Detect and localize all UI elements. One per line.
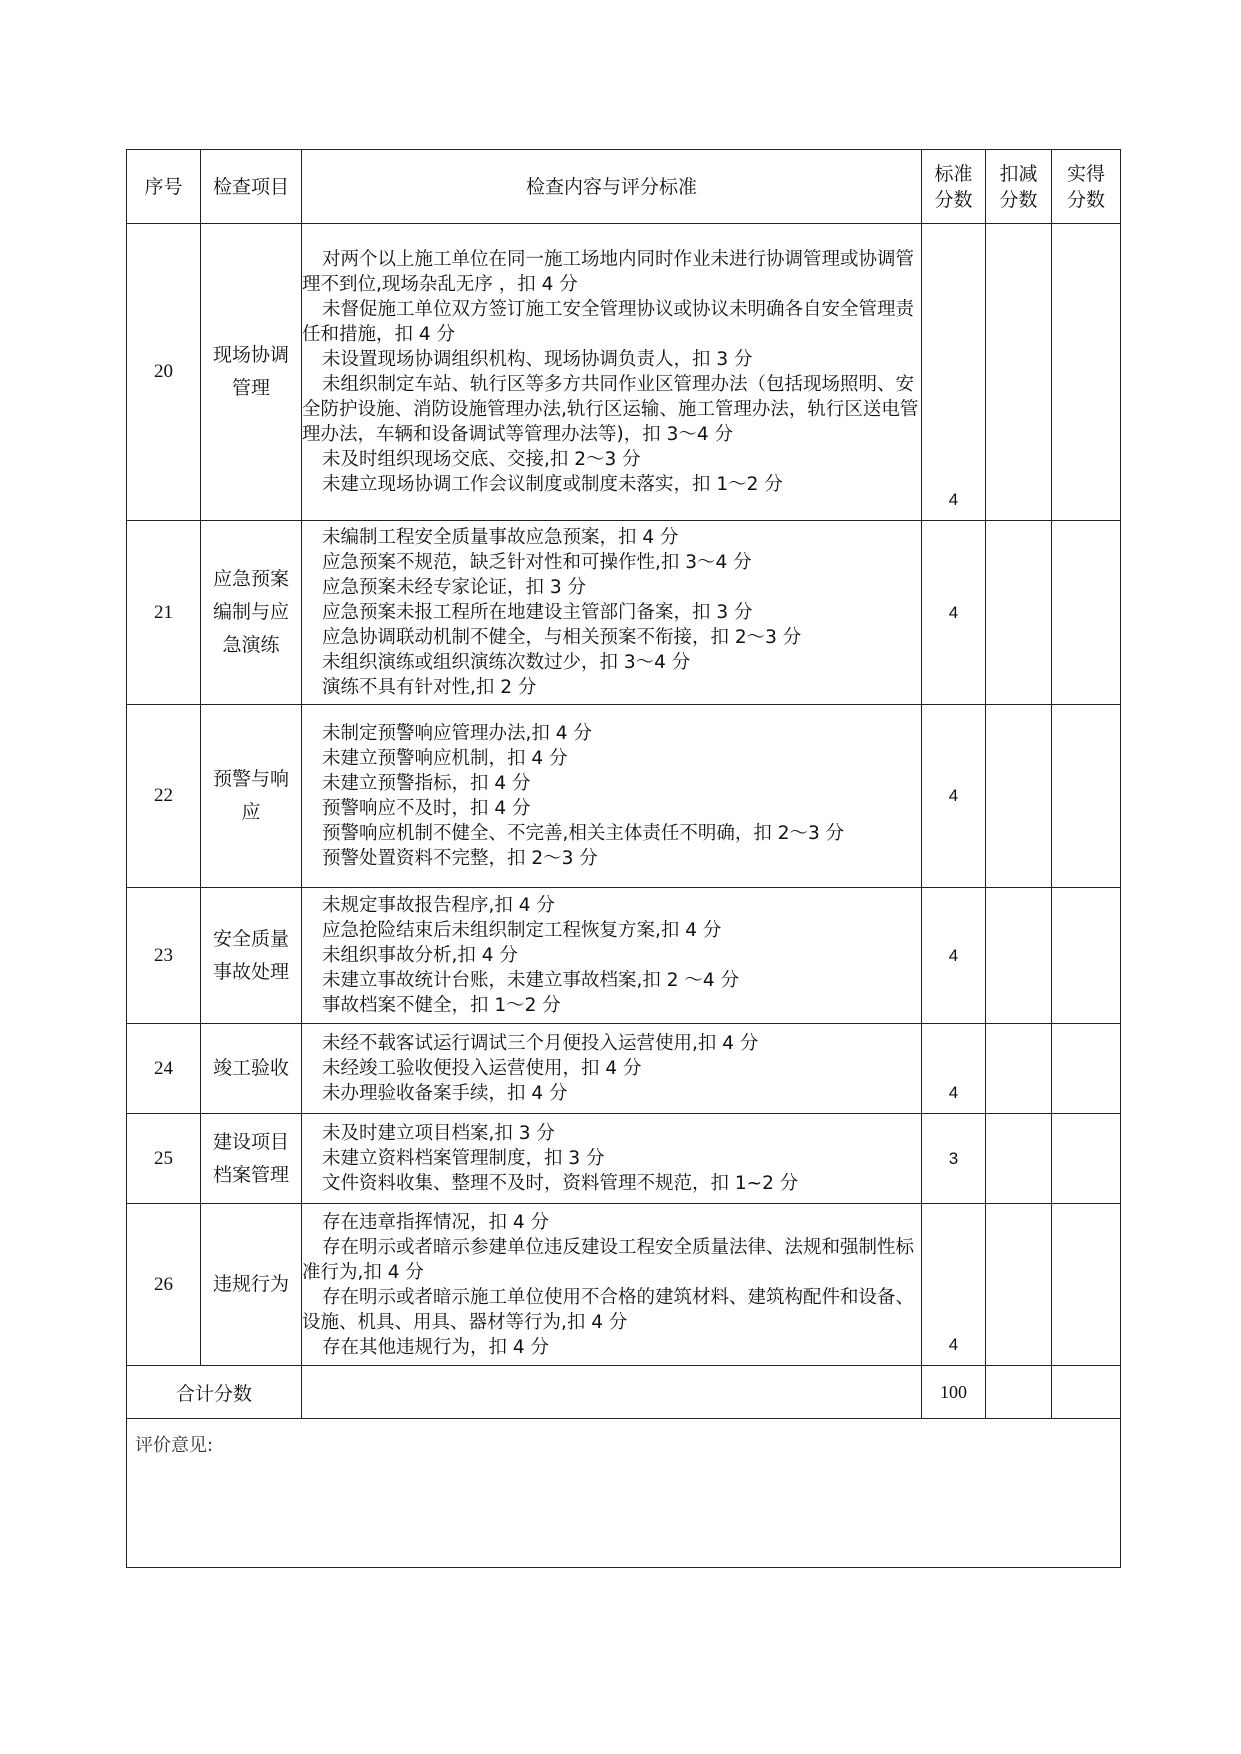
check-item [201,1114,302,1204]
table-row [127,224,1121,521]
total-content-cell [302,1366,922,1419]
deduct-score-cell[interactable] [986,888,1052,1024]
check-item-text: 应 [241,801,261,823]
row-number: 22 [127,705,201,888]
criteria-line: 未制定预警响应管理办法,扣 4 分 [322,723,592,744]
standard-score: 4 [922,224,986,521]
table-row [127,705,1121,888]
row-number: 21 [127,521,201,705]
criteria-line: 应急预案不规范，缺乏针对性和可操作性,扣 3～4 分 [322,552,752,573]
criteria-cell [302,705,922,888]
criteria-line: 未办理验收备案手续，扣 4 分 [322,1083,568,1104]
standard-score: 4 [922,1024,986,1114]
header-content: 检查内容与评分标准 [302,150,922,224]
row-number: 24 [127,1024,201,1114]
header-item: 检查项目 [201,150,302,224]
actual-score-cell[interactable] [1052,1024,1121,1114]
criteria-line: 事故档案不健全，扣 1～2 分 [322,995,561,1016]
check-item-text: 违规行为 [212,1273,289,1295]
criteria-cell [302,1114,922,1204]
row-number: 23 [127,888,201,1024]
criteria-line: 未组织演练或组织演练次数过少，扣 3～4 分 [322,652,691,673]
deduct-score-cell[interactable] [986,224,1052,521]
check-item [201,1024,302,1114]
standard-score: 4 [922,888,986,1024]
standard-score: 3 [922,1114,986,1204]
criteria-cell [302,224,922,521]
header-standard-score: 标准 分数 [922,150,986,224]
total-label: 合计分数 [127,1366,302,1419]
table-header-row [127,150,1121,224]
criteria-cell [302,1204,922,1366]
row-number: 20 [127,224,201,521]
check-item-text: 建设项目 [212,1130,289,1153]
actual-score-cell[interactable] [1052,705,1121,888]
criteria-line: 未建立资料档案管理制度，扣 3 分 [322,1148,605,1169]
criteria-line: 预警响应不及时，扣 4 分 [322,798,531,819]
standard-score: 4 [922,1204,986,1366]
criteria-cell [302,888,922,1024]
criteria-line: 未建立预警指标，扣 4 分 [322,773,531,794]
deduct-score-cell[interactable] [986,1024,1052,1114]
total-value: 100 [922,1366,986,1419]
actual-score-cell[interactable] [1052,521,1121,705]
criteria-line: 对两个以上施工单位在同一施工场地内同时作业未进行协调管理或协调管理不到位,现场杂乱无序 ，扣 4 分 [302,249,915,295]
actual-score-cell[interactable] [1052,224,1121,521]
check-item-text: 档案管理 [212,1163,289,1186]
check-item-text: 竣工验收 [212,1057,289,1079]
criteria-line: 未组织制定车站、轨行区等多方共同作业区管理办法（包括现场照明、安全防护设施、消防设施管理办法,轨行区运输、施工管理办法，轨行区送电管理办法，车辆和设备调试等管理办法等)，扣 3～4 分 [302,374,919,445]
actual-score-cell[interactable] [1052,1114,1121,1204]
row-number: 25 [127,1114,201,1204]
check-item [201,224,302,521]
criteria-line: 文件资料收集、整理不及时，资料管理不规范，扣 1~2 分 [322,1173,799,1194]
table-body [127,224,1121,1366]
score-table [126,149,1121,1568]
deduct-score-cell[interactable] [986,705,1052,888]
criteria-line: 预警响应机制不健全、不完善,相关主体责任不明确，扣 2～3 分 [322,823,845,844]
criteria-line: 应急协调联动机制不健全，与相关预案不衔接，扣 2～3 分 [322,627,802,648]
criteria-line: 未督促施工单位双方签订施工安全管理协议或协议未明确各自安全管理责任和措施，扣 4 分 [302,299,915,345]
criteria-cell [302,521,922,705]
check-item [201,1204,302,1366]
header-actual-score: 实得 分数 [1052,150,1121,224]
criteria-line: 存在明示或者暗示施工单位使用不合格的建筑材料、建筑构配件和设备、设施、机具、用具、器材等行为,扣 4 分 [302,1286,915,1333]
standard-score: 4 [922,705,986,888]
check-item-text: 预警与响 [212,768,289,790]
remark-row [127,1419,1121,1568]
criteria-line: 存在其他违规行为，扣 4 分 [322,1336,550,1358]
check-item-text: 事故处理 [212,960,289,983]
header-deduct-score: 扣减 分数 [986,150,1052,224]
remark-label: 评价意见: [135,1435,214,1456]
criteria-line: 未编制工程安全质量事故应急预案，扣 4 分 [322,527,679,548]
actual-score-cell[interactable] [1052,1204,1121,1366]
total-deduct-cell[interactable] [986,1366,1052,1419]
criteria-line: 未建立事故统计台账，未建立事故档案,扣 2 ～4 分 [322,970,740,991]
remark-cell[interactable] [127,1419,1121,1568]
criteria-line: 演练不具有针对性,扣 2 分 [322,677,537,698]
criteria-line: 未建立预警响应机制，扣 4 分 [322,748,568,769]
header-no: 序号 [127,150,201,224]
actual-score-cell[interactable] [1052,888,1121,1024]
table-row [127,521,1121,705]
criteria-line: 未及时建立项目档案,扣 3 分 [322,1123,555,1144]
deduct-score-cell[interactable] [986,521,1052,705]
deduct-score-cell[interactable] [986,1114,1052,1204]
check-item-text: 安全质量 [212,927,289,950]
criteria-line: 未经竣工验收便投入运营使用，扣 4 分 [322,1058,642,1079]
check-item-text: 现场协调 [212,344,289,366]
check-item [201,888,302,1024]
criteria-line: 应急预案未经专家论证，扣 3 分 [322,577,587,598]
table-row [127,888,1121,1024]
deduct-score-cell[interactable] [986,1204,1052,1366]
criteria-line: 未规定事故报告程序,扣 4 分 [322,895,555,916]
check-item [201,521,302,705]
total-actual-cell[interactable] [1052,1366,1121,1419]
table-row [127,1114,1121,1204]
standard-score: 4 [922,521,986,705]
table-row [127,1024,1121,1114]
criteria-line: 未经不载客试运行调试三个月便投入运营使用,扣 4 分 [322,1033,759,1054]
criteria-line: 应急抢险结束后未组织制定工程恢复方案,扣 4 分 [322,920,722,941]
check-item-text: 应急预案 [212,568,289,590]
criteria-line: 未组织事故分析,扣 4 分 [322,945,518,966]
inspection-score-sheet [126,149,1120,1568]
check-item-text: 编制与应 [212,601,289,623]
total-row [127,1366,1121,1419]
criteria-line: 未建立现场协调工作会议制度或制度未落实，扣 1～2 分 [322,474,783,495]
criteria-line: 未设置现场协调组织机构、现场协调负责人，扣 3 分 [322,349,753,370]
row-number: 26 [127,1204,201,1366]
check-item-text: 管理 [231,377,270,399]
criteria-cell [302,1024,922,1114]
check-item [201,705,302,888]
criteria-line: 应急预案未报工程所在地建设主管部门备案，扣 3 分 [322,602,753,623]
criteria-line: 未及时组织现场交底、交接,扣 2～3 分 [322,449,641,470]
table-row [127,1204,1121,1366]
criteria-line: 存在明示或者暗示参建单位违反建设工程安全质量法律、法规和强制性标准行为,扣 4 分 [302,1236,915,1283]
criteria-line: 预警处置资料不完整，扣 2～3 分 [322,848,598,869]
criteria-line: 存在违章指挥情况，扣 4 分 [322,1211,550,1233]
check-item-text: 急演练 [222,634,280,656]
